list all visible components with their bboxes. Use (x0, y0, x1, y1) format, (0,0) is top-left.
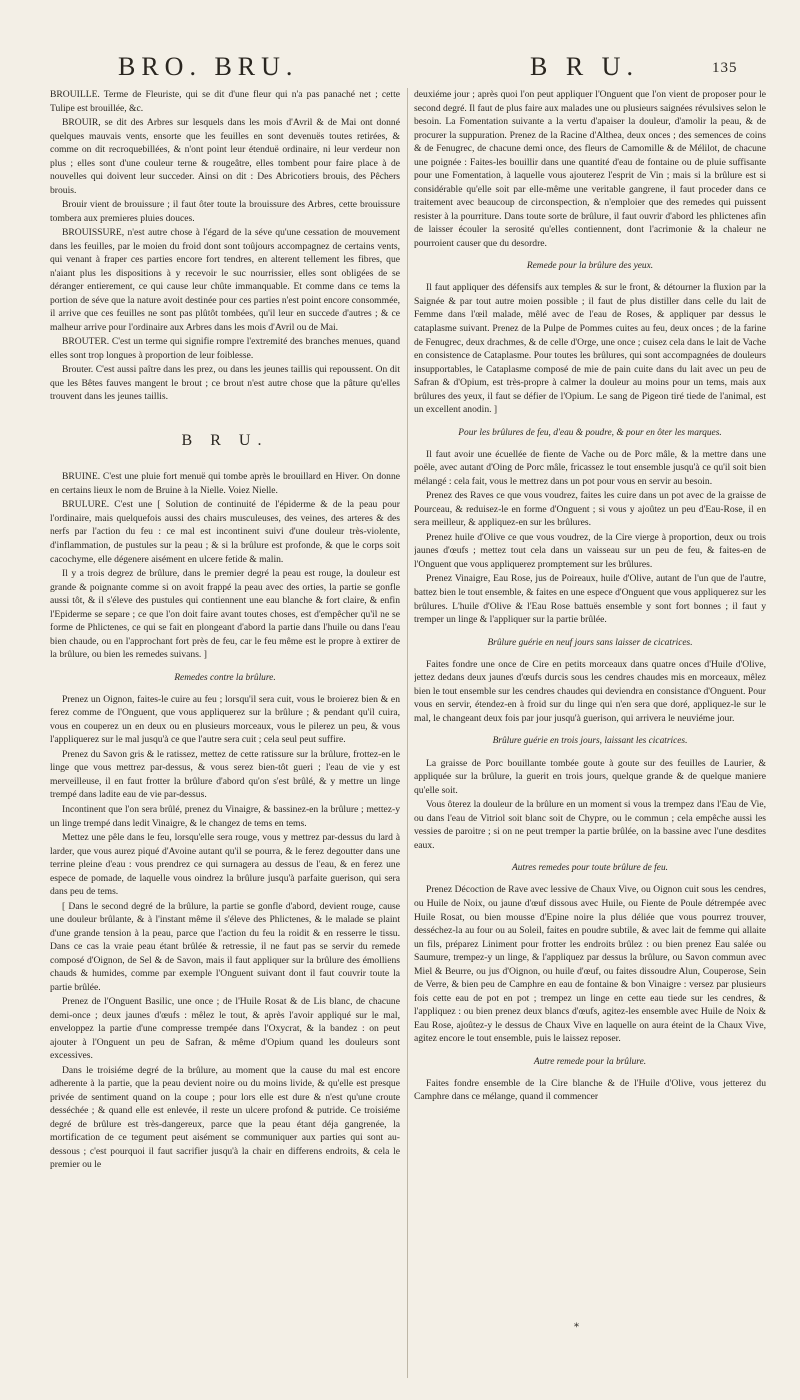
left-column (50, 88, 400, 1378)
header-left: BRO. BRU. (118, 52, 299, 81)
subheading: Remede pour la brûlure des yeux. (526, 261, 654, 272)
page-number: 135 (712, 60, 738, 76)
paragraph: Prenez huile d'Olive ce que vous voudrez, de la Cire vierge à proportion, deux ou trois jaunes d'œufs ; mettez tout cela dans un vaisseau sur un peu de feu, & faites-en de l'Onguent que vous appliquerez promptement sur les brûlures. (414, 531, 766, 570)
paragraph: Dans le troisiéme degré de la brûlure, au moment que la cause du mal est encore adherente à la partie, que la peau devient noire ou du moins livide, & qu'elle est presque privée de sentiment quand on la coupe ; pour lors elle est dure & n'est qu'une croute desséchée ; & quand elle est enlevée, il reste un ulcere profond & putride. Ce troisiéme degré de brûlure est très-dangereux, parce que la peau étant déja gangrenée, la mortification de ce tegument peut aisément se communiquer aux parties qui sont au-dessous ; c'est pourquoi il faut sacrifier jusqu'à la chair en differens endroits, & cela le premier ou le (50, 1064, 400, 1171)
paragraph: Faites fondre une once de Cire en petits morceaux dans quatre onces d'Huile d'Olive, jettez dedans deux jaunes d'œufs durcis sous les cendres chaudes mis en morceaux, mêlez bien le tout ensemble sur les cendres chaudes qui deviendra en consistance d'Onguent. Pour vous en servir, étendez-en à froid sur du linge qui n'en sera que doré, appliquez-le sur le mal, le changeant deux fois par jour jusqu'à guerison, qui arrivera le neuviéme jour. (414, 658, 766, 724)
paragraph: Incontinent que l'on sera brûlé, prenez du Vinaigre, & bassinez-en la brûlure ; mettez-y un linge trempé dans ledit Vinaigre, & le changez de tems en tems. (50, 804, 400, 829)
subheading: Pour les brûlures de feu, d'eau & poudre, & pour en ôter les marques. (458, 427, 722, 438)
paragraph: BROUIR, se dit des Arbres sur lesquels dans les mois d'Avril & de Mai ont donné quelques mauvais vents, ensorte que les feuilles en sont devenuës toutes retirées, & comme on dit recroquebillées, & n'ont point leur étenduë ordinaire, ni leur verdeur non plus ; elles sont d'une couleur terne & rougeâtre, elles tombent pour faire place à de nouvelles qui doivent leur succeder. Ainsi on dit : Des Abricotiers brouis, des Pêchers brouis. (50, 117, 400, 196)
paragraph: Prenez des Raves ce que vous voudrez, faites les cuire dans un pot avec de la graisse de Pourceau, & reduisez-le en forme d'Onguent ; si vous y ajoûtez un peu d'Eau-Rose, il en sera meilleur, & appliquez-en sur les brûlures. (414, 490, 766, 529)
paragraph: BRULURE. C'est une [ Solution de continuité de l'épiderme & de la peau pour l'ordinaire, mais quelquefois aussi des chairs musculeuses, des veines, des arteres & des nerfs par l'action du feu : ce mal est incontinent suivi d'une douleur très-violente, d'inflammation, de pustules sur la peau ; & si la brûlure est profonde, & que le corps soit cacochyme, elle dégenere aisément en ulcere fetide & malin. (50, 499, 400, 565)
paragraph: La graisse de Porc bouillante tombée goute à goute sur des feuilles de Laurier, & appliquée sur la brûlure, la guerit en trois jours, quelque grande & de quelque maniere qu'elle soit. (414, 757, 766, 796)
column-divider (407, 88, 408, 1378)
paragraph: Prenez de l'Onguent Basilic, une once ; de l'Huile Rosat & de Lis blanc, de chacune demi-once ; deux jaunes d'œufs : mêlez le tout, & après l'avoir appliqué sur le mal, enveloppez la partie d'une compresse trempée dans l'Oxycrat, & la bandez : on peut ajouter à l'Onguent un peu de Safran, & même d'Opium quand les douleurs sont excessives. (50, 996, 400, 1062)
right-column (414, 88, 766, 1378)
paragraph: Brouter. C'est aussi paître dans les prez, ou dans les jeunes taillis qui repoussent. On dit que les Bêtes fauves mangent le brout ; ce brout n'est autre chose que la pâture qu'elles trouvent dans les jeunes taillis. (50, 364, 400, 403)
section-heading: B R U. (181, 431, 269, 449)
paragraph: Prenez un Oignon, faites-le cuire au feu ; lorsqu'il sera cuit, vous le broierez bien & en ferez comme de l'Onguent, que vous appliquerez sur la brûlure ; & pendant qu'il cuira, vous en couperez un en deux ou en plusieurs morceaux, vous le pilerez un peu, & vous l'appliquerez sur le mal jusqu'à ce que l'autre sera cuit ; cela seul peut suffire. (50, 693, 400, 746)
subheading: Remedes contre la brûlure. (174, 672, 276, 683)
paragraph: Vous ôterez la douleur de la brûlure en un moment si vous la trempez dans l'Eau de Vie, ou dans l'eau de Vitriol soit blanc soit de Chypre, ou le commun ; cela empêche aussi les vessies de paroitre ; si on ne peut tremper la partie brûlée, on la bassine avec l'une desdites eaux. (414, 799, 766, 851)
paragraph: Mettez une pêle dans le feu, lorsqu'elle sera rouge, vous y mettrez par-dessus du lard à larder, que vous aurez piqué d'Avoine autant qu'il se pourra, & le ferez degoutter dans une terrine pleine d'eau : vous prendrez ce qui surnagera au dessus de l'eau, & en ferez une espece de pomade, de laquelle vous oindrez la brûlure jusqu'à parfaite guerison, qui sera dans peu de tems. (50, 832, 400, 898)
paragraph: Brouir vient de brouissure ; il faut ôter toute la brouissure des Arbres, cette brouissure tombera aux premieres pluies douces. (50, 199, 400, 224)
paragraph: Il y a trois degrez de brûlure, dans le premier degré la peau est rouge, la douleur est grande & poignante comme si on avoit frappé la peau avec des orties, la partie se gonfle aussi tôt, & il s'éleve des pustules qui contiennent une eau blanche & fort claire, & enfin l'Epiderme se separe ; ce que l'on doit faire avant toutes choses, est d'empêcher qu'il ne se forme de Phlictenes, ce qui se fait en plongeant d'abord la partie dans l'huile ou dans l'eau bien chaude, ou en l'approchant fort près de feu, car le feu même est le propre à extirer de la brûlure, ou bien les remedes suivans. ] (50, 568, 400, 661)
paragraph: Faites fondre ensemble de la Cire blanche & de l'Huile d'Olive, vous jetterez du Camphre dans ce mélange, quand il commencer (414, 1077, 766, 1103)
paragraph: Il faut appliquer des défensifs aux temples & sur le front, & détourner la fluxion par la Saignée & par tout autre moien possible ; il faut de plus distiller dans celle du lait de Femme dans l'œil malade, mêlé avec de l'eau de Roses, & appliquer par dessus le cataplasme suivant. Prenez de la Pulpe de Pommes cuites au feu, deux onces ; de la farine de Fenugrec, deux drachmes, & de celle d'Orge, une once ; cuisez cela dans le lait de Vache en consistence de Cataplasme. Pour toutes les brûlures, qui sont accompagnées de douleurs insupportables, le Cataplasme composé de mie de pain cuite dans du lait avec un peu de Safran & d'Opium, est très-propre à calmer la douleur au moins pour un tems, mais aux brûlures des yeux, il faut se défier de l'Opium. Le sang de Pigeon tiré tiede de l'animal, est un excellent anodin. ] (414, 282, 766, 416)
paragraph: [ Dans le second degré de la brûlure, la partie se gonfle d'abord, devient rouge, cause une douleur brûlante, & à l'instant même il s'éleve des Phlictenes, & le malade se plaint d'une grande tension à la peau, parce que l'action du feu la roidit & en resserre le tissu. Dans ce cas la vraie peau étant brûlée & retressie, il ne faut pas se servir du remede composé d'Oignon, de Sel & de Savon, mais il faut appliquer sur la brûlure des émolliens chauds & humides, comme par exemple l'Onguent suivant dont il faut couvrir toute la partie brûlée. (50, 900, 400, 993)
paragraph: BROUTER. C'est un terme qui signifie rompre l'extremité des branches menues, quand elles sont trop longues à proportion de leur foiblesse. (50, 336, 400, 361)
paragraph: BROUILLE. Terme de Fleuriste, qui se dit d'une fleur qui n'a pas panaché net ; cette Tulipe est brouillée, &c. (50, 89, 400, 114)
subheading: Brûlure guérie en neuf jours sans laisser de cicatrices. (487, 637, 693, 648)
paragraph: deuxiéme jour ; après quoi l'on peut appliquer l'Onguent que l'on vient de proposer pour le second degré. Il faut de plus faire aux malades une ou plusieurs saignées révulsives selon le besoin. La Fomentation suivante a la vertu d'apaiser la douleur, d'amolir la peau, & de procurer la suppuration. Prenez de la Racine d'Althea, deux onces ; des semences de coins & de Fenugrec, de chacune demi once, des fleurs de Camomille & de Mélilot, de chacune une poignée : Faites-les bouillir dans une quantité d'eau de fontaine ou de pluie suffisante pour une Fomentation, à laquelle vous ajouterez l'esprit de Vin ; mais si la brûlure est si considérable qu'elle soit par elle-même une veritable gangrene, il faut proceder dans ce traitement avec beaucoup de circonspection, & n'emploier que des remedes qui puissent resister à la pourriture. Dans toute sorte de brûlure, il faut ouvrir d'abord les phlictenes afin de laisser écouler la serosité qu'elles contiennent, dont l'acrimonie & la chaleur ne pourroient causer que du desordre. (414, 89, 766, 249)
paragraph: Prenez Décoction de Rave avec lessive de Chaux Vive, ou Oignon cuit sous les cendres, ou Huile de Noix, ou jaune d'œuf dissous avec Huile, ou Fiente de Poule détrempée avec Huile Rosat, ou bien mousse d'Epine noire la plus déliée que vous pourrez trouver, desséchez-la au four ou au Soleil, faites en poudre subtile, & avec lait de femme qui allaite un fils, préparez Liniment pour frotter les endroits brûlez : ou bien prenez Eau salée ou Saumure, trempez-y un linge, & l'appliquez par dessus la brûlure, ou Savon commun avec Miel & Beurre, ou jus d'Oignon, ou huile d'œuf, ou faites dissoudre Alun, Couperose, Sein de Verre, & bien peu de Camphre en eau de fontaine & bon Vinaigre : versez par plusieurs fois cette eau de pot en pot ; trempez un linge en cette eau tiede sur les cendres, & l'appliquez : ou bien prenez deux blancs d'œufs, agitez-les ensemble avec Huile de Noix & Eau Rose, ajoûtez-y le dessus de Chaux Vive en laquelle on aura éteint de la Chaux Vive, agitez encore le tout ensemble, puis le laissez reposer. (414, 884, 766, 1045)
paragraph: Il faut avoir une écuellée de fiente de Vache ou de Porc mâle, & la mettre dans une poële, avec autant d'Oing de Porc mâle, fricassez le tout ensemble jusqu'à ce qu'il soit bien mélangé : cela fait, vous le mettrez dans un pot pour vous en servir au besoin. (414, 448, 766, 487)
subheading: Brûlure guérie en trois jours, laissant les cicatrices. (492, 736, 688, 747)
paragraph: BRUINE. C'est une pluie fort menuë qui tombe après le brouillard en Hiver. On donne en certains lieux le nom de Bruine à la Nielle. Voiez Nielle. (50, 471, 400, 496)
running-header (0, 52, 800, 86)
paragraph: BROUISSURE, n'est autre chose à l'égard de la séve qu'une cessation de mouvement dans les feuilles, par le moien du froid dont sont toûjours accompagnez de certains vents, qui venant à fraper ces parties encore fort tendres, en alterent tellement les fibres, que n'aiant plus les dispositions à y recevoir le suc nourrissier, elles sont obligées de se déranger entierement, ce qui cause leur chûte immanquable. Et comme dans ce tems la portion de séve que la nature avoit destinée pour ces parties n'est point encore consommée, il arrive que ces feuilles ne sont pas plûtôt tombées, qu'il leur en succede d'autres ; & ce malheur arrive pour l'ordinaire aux Arbres dans les mois d'Avril ou de Mai. (50, 227, 400, 333)
header-right: B R U. (530, 52, 639, 81)
footer-mark: * (574, 1322, 579, 1333)
paragraph: Prenez Vinaigre, Eau Rose, jus de Poireaux, huile d'Olive, autant de l'un que de l'autre, battez bien le tout ensemble, & faites en une espece d'Onguent que vous appliquerez sur les brûlures. L'huile d'Olive & l'Eau Rose battuës ensemble y sont fort bonnes ; il faut y tremper un linge & l'appliquer sur la partie brûlée. (414, 573, 766, 626)
subheading: Autre remede pour la brûlure. (533, 1056, 647, 1067)
paragraph: Prenez du Savon gris & le ratissez, mettez de cette ratissure sur la brûlure, frottez-en le linge que vous mettrez par-dessus, & vous serez bien-tôt gueri ; l'eau de vie y est merveilleuse, il en faut frotter la brûlure d'abord qu'on s'est brûlé, & y mettre un linge trempé dans ladite eau de vie par-dessus. (50, 748, 400, 801)
subheading: Autres remedes pour toute brûlure de feu. (512, 863, 668, 874)
